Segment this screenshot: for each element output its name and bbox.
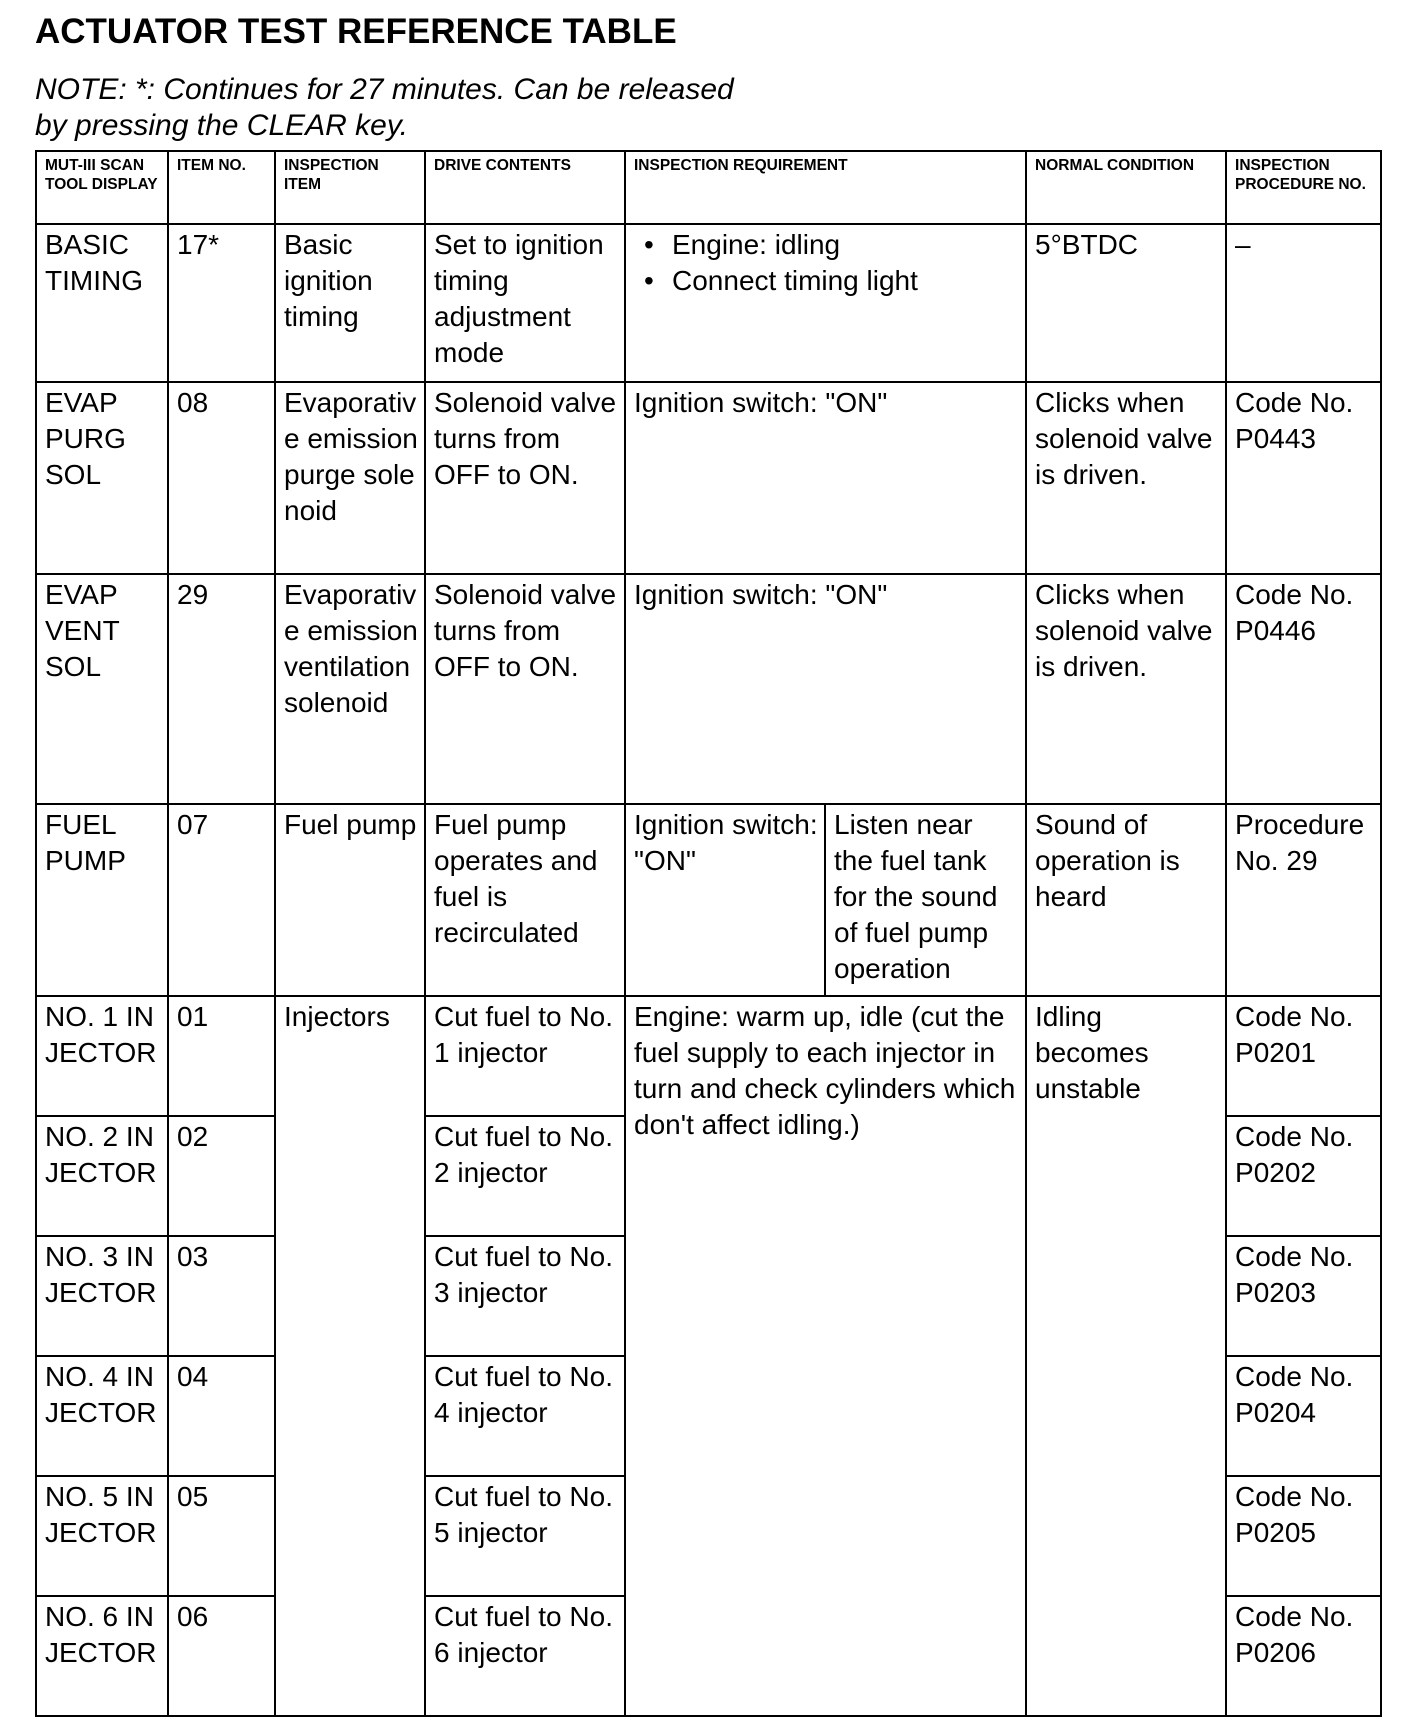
cell-display: EVAP PURG SOL [36, 382, 168, 574]
cell-inspection-item: Basic ignition timing [275, 224, 425, 382]
cell-display: NO. 1 INJECTOR [36, 996, 168, 1116]
cell-drive-contents: Solenoid valve turns from OFF to ON. [425, 382, 625, 574]
header-inspection-requirement: INSPECTION REQUIREMENT [625, 151, 1026, 224]
table-row-evap-purg [36, 382, 1381, 574]
header-item-no: ITEM NO. [168, 151, 275, 224]
cell-drive-contents: Cut fuel to No. 3 injector [425, 1236, 625, 1356]
page-title: ACTUATOR TEST REFERENCE TABLE [35, 12, 677, 51]
cell-item-no: 07 [168, 804, 275, 996]
requirement-bullet-1: • Engine: idling [634, 227, 1019, 263]
note [35, 72, 734, 144]
cell-drive-contents: Cut fuel to No. 1 injector [425, 996, 625, 1116]
table-row-basic-timing [36, 224, 1381, 382]
note-line-1: NOTE: *: Continues for 27 minutes. Can be released [35, 73, 734, 106]
cell-drive-contents: Set to ignition timing adjustment mode [425, 224, 625, 382]
cell-display: BASIC TIMING [36, 224, 168, 382]
cell-procedure-no: – [1226, 224, 1381, 382]
cell-display: NO. 4 INJECTOR [36, 1356, 168, 1476]
table-row-evap-vent [36, 574, 1381, 804]
actuator-test-table [35, 150, 1382, 1717]
cell-display: EVAP VENT SOL [36, 574, 168, 804]
cell-normal-condition: 5°BTDC [1026, 224, 1226, 382]
header-drive-contents: DRIVE CONTENTS [425, 151, 625, 224]
cell-inspection-item: Fuel pump [275, 804, 425, 996]
table-row-injector-1 [36, 996, 1381, 1116]
cell-procedure-no: Code No. P0202 [1226, 1116, 1381, 1236]
cell-inspection-requirement: Ignition switch: "ON" [625, 574, 1026, 804]
note-line-2: by pressing the CLEAR key. [35, 109, 408, 142]
cell-inspection-requirement [625, 224, 1026, 382]
cell-item-no: 01 [168, 996, 275, 1116]
cell-display: NO. 2 INJECTOR [36, 1116, 168, 1236]
cell-inspection-requirement: Ignition switch: "ON" [625, 382, 1026, 574]
header-procedure-no: INSPECTION PROCEDURE NO. [1226, 151, 1381, 224]
cell-procedure-no: Code No. P0206 [1226, 1596, 1381, 1716]
cell-procedure-no: Code No. P0446 [1226, 574, 1381, 804]
cell-item-no: 08 [168, 382, 275, 574]
cell-normal-condition: Clicks when solenoid valve is driven. [1026, 382, 1226, 574]
cell-item-no: 03 [168, 1236, 275, 1356]
cell-procedure-no: Code No. P0203 [1226, 1236, 1381, 1356]
cell-drive-contents: Cut fuel to No. 6 injector [425, 1596, 625, 1716]
cell-inspection-item-injectors: Injectors [275, 996, 425, 1716]
header-display: MUT-III SCAN TOOL DISPLAY [36, 151, 168, 224]
cell-inspection-item: Evaporative emission purge solenoid [275, 382, 425, 574]
cell-normal-condition-injectors: Idling becomes unstable [1026, 996, 1226, 1716]
cell-item-no: 17* [168, 224, 275, 382]
cell-drive-contents: Cut fuel to No. 2 injector [425, 1116, 625, 1236]
cell-procedure-no: Code No. P0205 [1226, 1476, 1381, 1596]
cell-inspection-requirement-injectors: Engine: warm up, idle (cut the fuel supply to each injector in turn and check cylinders which don't affect idling.) [625, 996, 1026, 1716]
cell-item-no: 05 [168, 1476, 275, 1596]
cell-drive-contents: Fuel pump operates and fuel is recirculated [425, 804, 625, 996]
cell-normal-condition: Clicks when solenoid valve is driven. [1026, 574, 1226, 804]
cell-procedure-no: Code No. P0201 [1226, 996, 1381, 1116]
cell-inspection-requirement-a: Ignition switch: "ON" [625, 804, 825, 996]
cell-display: NO. 5 INJECTOR [36, 1476, 168, 1596]
cell-display: NO. 6 INJECTOR [36, 1596, 168, 1716]
cell-procedure-no: Procedure No. 29 [1226, 804, 1381, 996]
cell-display: FUEL PUMP [36, 804, 168, 996]
cell-drive-contents: Solenoid valve turns from OFF to ON. [425, 574, 625, 804]
cell-normal-condition: Sound of operation is heard [1026, 804, 1226, 996]
cell-item-no: 02 [168, 1116, 275, 1236]
cell-procedure-no: Code No. P0443 [1226, 382, 1381, 574]
cell-item-no: 06 [168, 1596, 275, 1716]
cell-display: NO. 3 INJECTOR [36, 1236, 168, 1356]
requirement-bullet-2: • Connect timing light [634, 263, 1019, 299]
cell-drive-contents: Cut fuel to No. 4 injector [425, 1356, 625, 1476]
cell-inspection-requirement-b: Listen near the fuel tank for the sound of fuel pump operation [825, 804, 1026, 996]
cell-item-no: 04 [168, 1356, 275, 1476]
header-row [36, 151, 1381, 224]
table-row-fuel-pump [36, 804, 1381, 996]
cell-item-no: 29 [168, 574, 275, 804]
cell-procedure-no: Code No. P0204 [1226, 1356, 1381, 1476]
cell-drive-contents: Cut fuel to No. 5 injector [425, 1476, 625, 1596]
cell-inspection-item: Evaporative emission ventilation solenoid [275, 574, 425, 804]
header-normal-condition: NORMAL CONDITION [1026, 151, 1226, 224]
header-inspection-item: INSPECTION ITEM [275, 151, 425, 224]
